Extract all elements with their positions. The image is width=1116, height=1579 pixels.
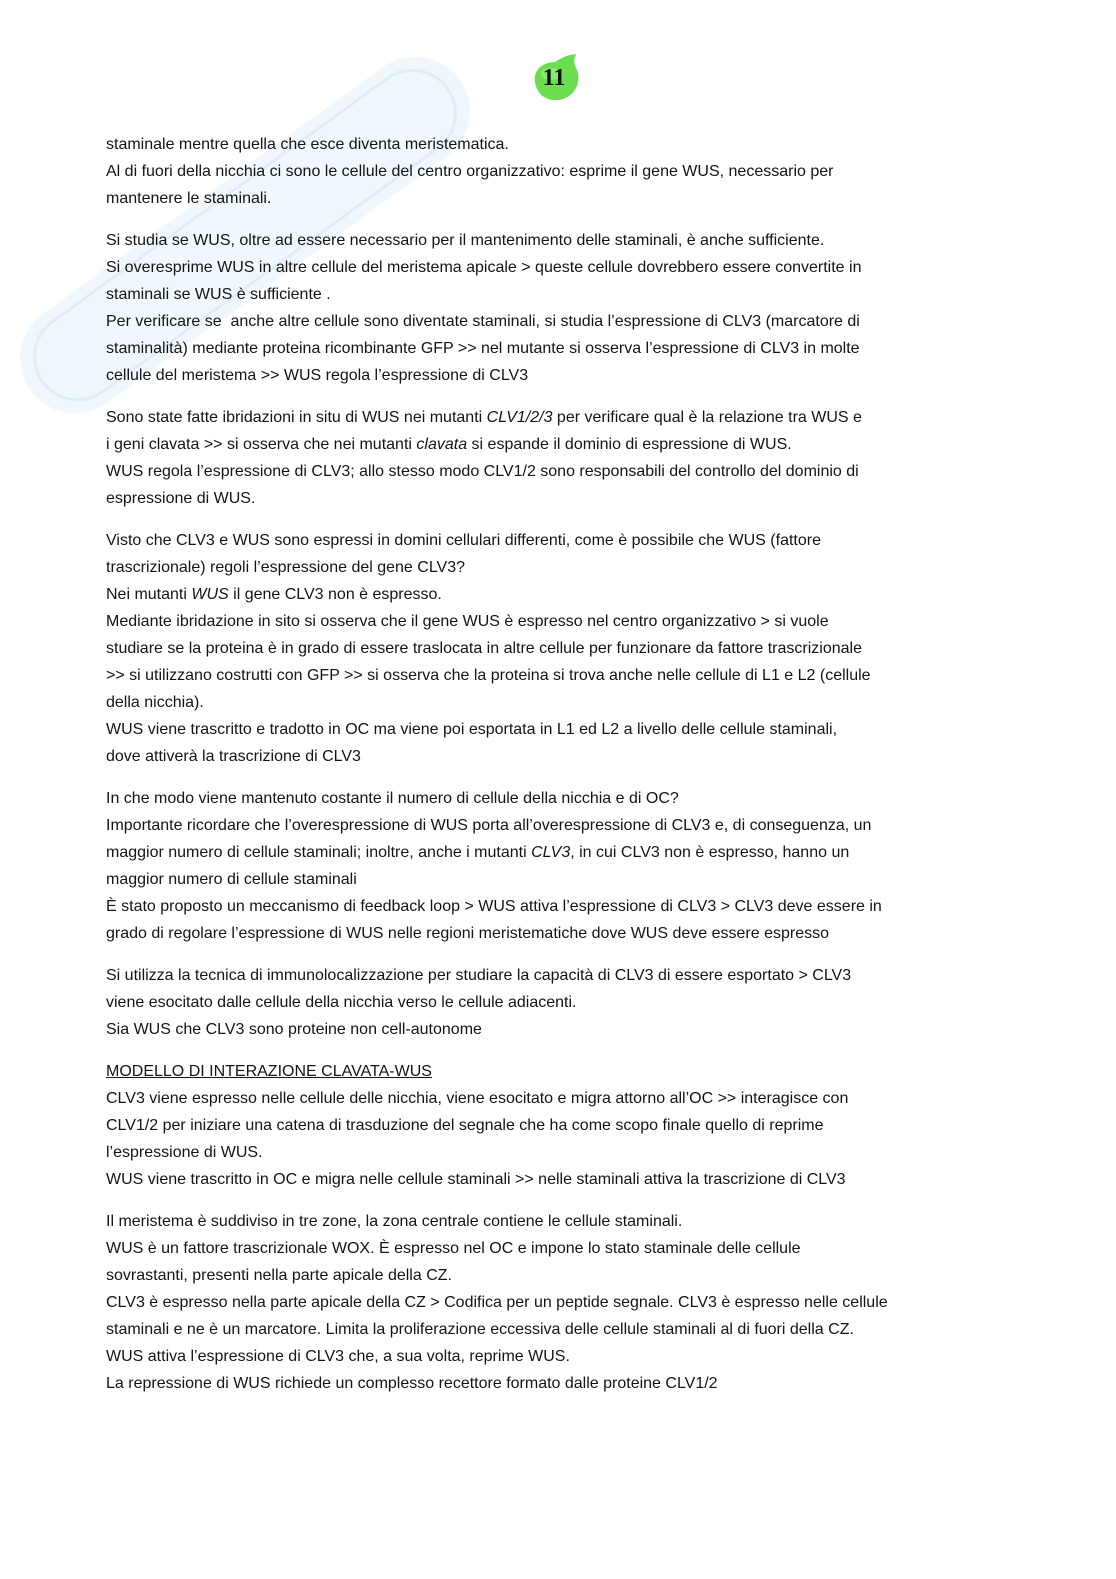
text-segment: si espande il dominio di espressione di WUS. [467,436,792,453]
text-line: >> si utilizzano costrutti con GFP >> si osserva che la proteina si trova anche nelle cellule di L1 e L2 (cellule [106,667,871,684]
italic-term: CLV1/2/3 [486,409,553,426]
text-line: WUS viene trascritto e tradotto in OC ma viene poi esportata in L1 ed L2 a livello delle cellule staminali, [106,721,838,738]
text-line: staminali e ne è un marcatore. Limita la proliferazione eccessiva delle cellule staminali al di fuori della CZ. [106,1321,854,1338]
text-line [106,404,1066,431]
text-line: CLV3 viene espresso nelle cellule delle nicchia, viene esocitato e migra attorno all’OC >> interagisce con [106,1090,849,1107]
paragraph [106,404,1066,512]
text-line: Sia WUS che CLV3 sono proteine non cell-autonome [106,1021,482,1038]
text-line: Mediante ibridazione in sito si osserva che il gene WUS è espresso nel centro organizzativo > si vuole [106,613,829,630]
text-line: WUS regola l’espressione di CLV3; allo stesso modo CLV1/2 sono responsabili del controllo del dominio di [106,463,859,480]
paragraph [106,527,1066,770]
text-line: espressione di WUS. [106,490,256,507]
text-line: trascrizionale) regoli l’espressione del gene CLV3? [106,559,466,576]
text-line: Per verificare se anche altre cellule sono diventate staminali, si studia l’espressione di CLV3 (marcatore di [106,313,860,330]
text-segment: maggior numero di cellule staminali; inoltre, anche i mutanti [106,844,532,861]
text-line: WUS è un fattore trascrizionale WOX. È espresso nel OC e impone lo stato staminale delle cellule [106,1240,801,1257]
text-segment: per verificare qual è la relazione tra WUS e [552,409,862,426]
text-segment: Nei mutanti [106,586,192,603]
text-line: In che modo viene mantenuto costante il numero di cellule della nicchia e di OC? [106,790,679,807]
text-line [106,581,1066,608]
text-line: Si overesprime WUS in altre cellule del meristema apicale > queste cellule dovrebbero essere convertite in [106,259,862,276]
paragraph [106,1208,1066,1397]
page-number: 11 [542,65,566,91]
text-line: WUS attiva l’espressione di CLV3 che, a sua volta, reprime WUS. [106,1348,570,1365]
text-line: Si utilizza la tecnica di immunolocalizzazione per studiare la capacità di CLV3 di essere esportato > CLV3 [106,967,852,984]
paragraph [106,1058,1066,1193]
text-line: l’espressione di WUS. [106,1144,263,1161]
text-segment: , in cui CLV3 non è espresso, hanno un [570,844,850,861]
text-line: CLV1/2 per iniziare una catena di trasduzione del segnale che ha come scopo finale quello di reprime [106,1117,824,1134]
text-line: staminalità) mediante proteina ricombinante GFP >> nel mutante si osserva l’espressione di CLV3 in molte [106,340,860,357]
text-line: Al di fuori della nicchia ci sono le cellule del centro organizzativo: esprime il gene WUS, necessario per [106,163,834,180]
paragraph [106,785,1066,947]
text-line: della nicchia). [106,694,204,711]
italic-term: clavata [416,436,468,453]
italic-term: CLV3 [531,844,571,861]
text-line: Il meristema è suddiviso in tre zone, la zona centrale contiene le cellule staminali. [106,1213,683,1230]
text-line: cellule del meristema >> WUS regola l’espressione di CLV3 [106,367,529,384]
text-line [106,431,1066,458]
text-line: Si studia se WUS, oltre ad essere necessario per il mantenimento delle staminali, è anche sufficiente. [106,232,825,249]
text-line [106,839,1066,866]
text-line: WUS viene trascritto in OC e migra nelle cellule staminali >> nelle staminali attiva la trascrizione di CLV3 [106,1171,846,1188]
text-line: maggior numero di cellule staminali [106,871,357,888]
section-heading: MODELLO DI INTERAZIONE CLAVATA-WUS [106,1063,432,1080]
text-line: Importante ricordare che l’overespressione di WUS porta all’overespressione di CLV3 e, di conseguenza, un [106,817,872,834]
text-segment: i geni clavata >> si osserva che nei mutanti [106,436,417,453]
text-line: La repressione di WUS richiede un complesso recettore formato dalle proteine CLV1/2 [106,1375,718,1392]
paragraph [106,131,1066,212]
paragraph [106,962,1066,1043]
paragraph [106,227,1066,389]
text-line: È stato proposto un meccanismo di feedback loop > WUS attiva l’espressione di CLV3 > CLV3 deve essere in [106,898,882,915]
text-line: staminale mentre quella che esce diventa meristematica. [106,136,509,153]
text-segment: Sono state fatte ibridazioni in situ di WUS nei mutanti [106,409,487,426]
text-line: mantenere le staminali. [106,190,272,207]
text-line: dove attiverà la trascrizione di CLV3 [106,748,361,765]
document-body [106,131,1066,1397]
italic-term: WUS [191,586,229,603]
text-line: Visto che CLV3 e WUS sono espressi in domini cellulari differenti, come è possibile che WUS (fattore [106,532,821,549]
text-segment: il gene CLV3 non è espresso. [228,586,442,603]
text-line: staminali se WUS è sufficiente . [106,286,331,303]
text-line: sovrastanti, presenti nella parte apicale della CZ. [106,1267,452,1284]
text-line: viene esocitato dalle cellule della nicchia verso le cellule adiacenti. [106,994,577,1011]
text-line: CLV3 è espresso nella parte apicale della CZ > Codifica per un peptide segnale. CLV3 è espresso nelle cellule [106,1294,888,1311]
text-line: grado di regolare l’espressione di WUS nelle regioni meristematiche dove WUS deve essere espresso [106,925,830,942]
text-line: studiare se la proteina è in grado di essere traslocata in altre cellule per funzionare da fattore trascrizionale [106,640,862,657]
